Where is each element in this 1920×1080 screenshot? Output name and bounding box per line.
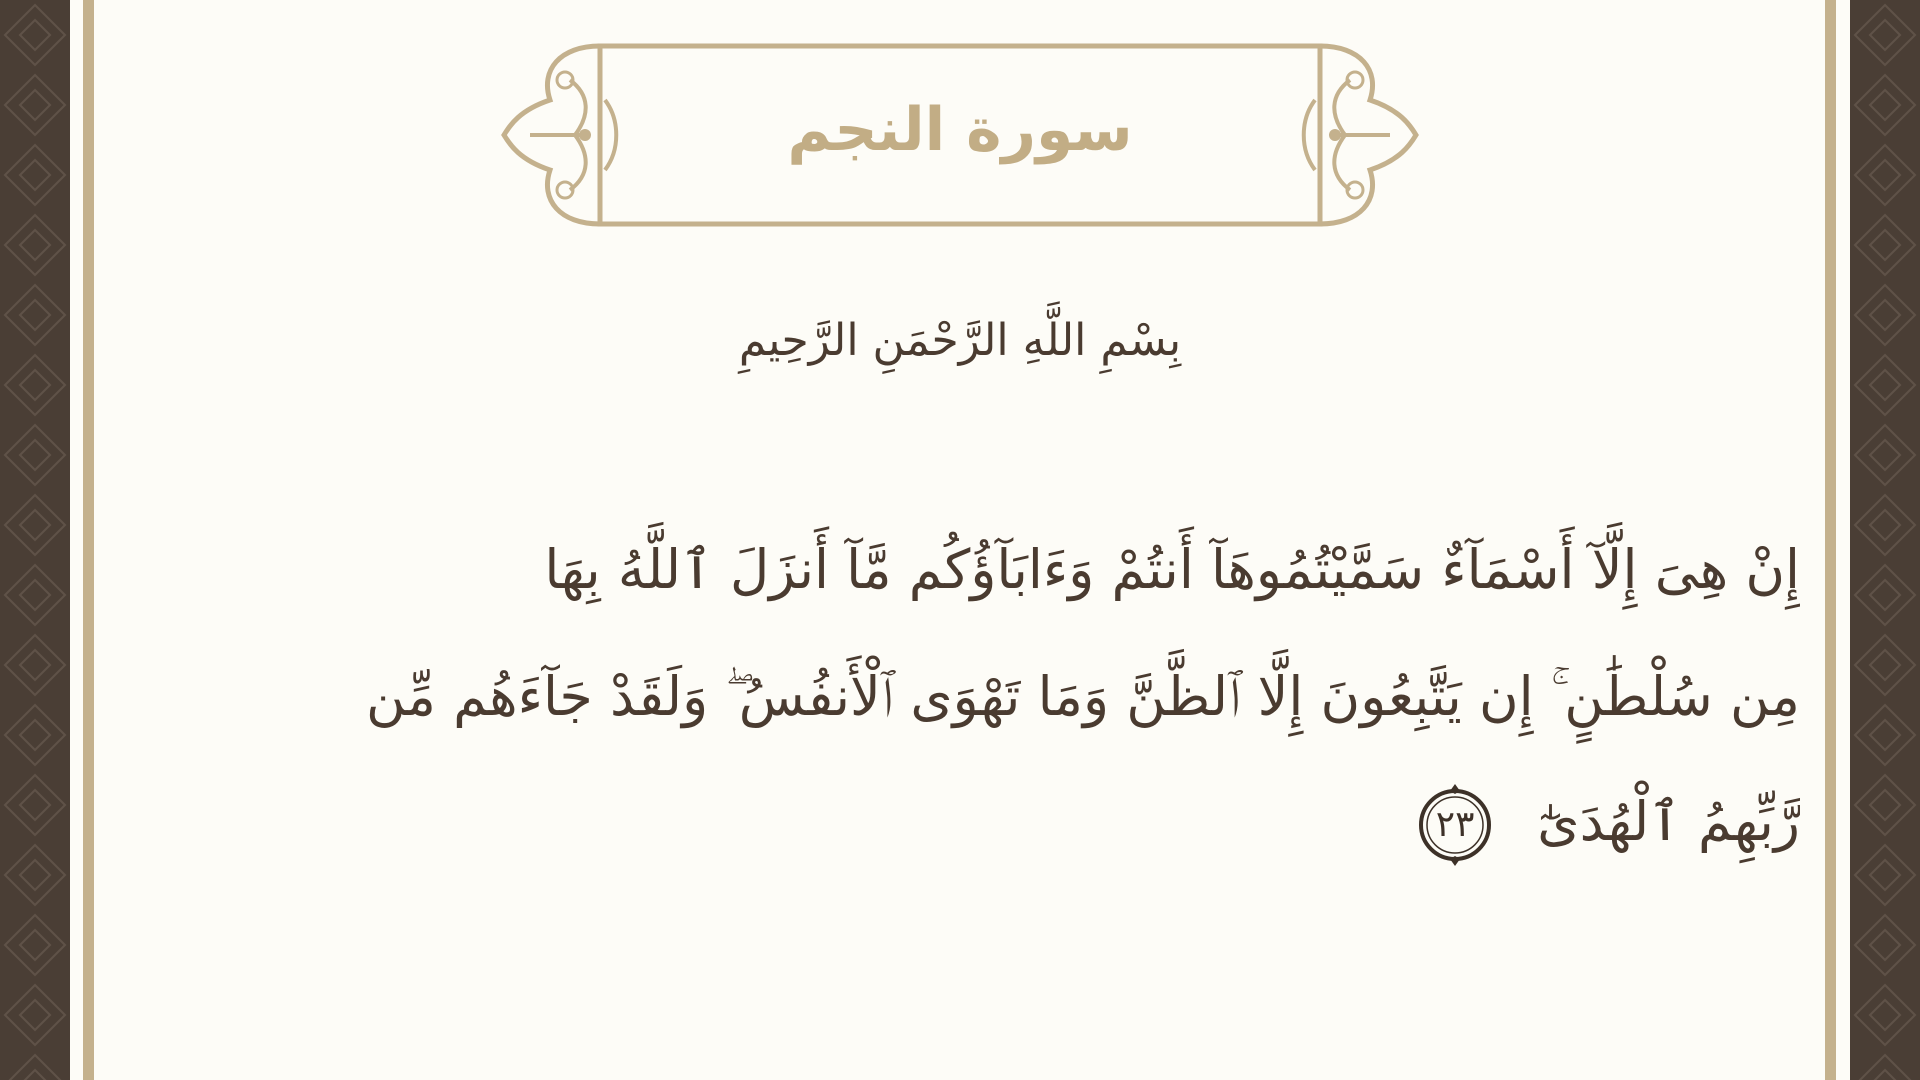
right-ornamental-border	[1850, 0, 1920, 1080]
left-ornamental-border	[0, 0, 70, 1080]
verse-line-1-text: إِنْ هِىَ إِلَّآ أَسْمَآءٌ سَمَّيْتُمُوهَآ أَنتُمْ وَءَابَآؤُكُم مَّآ أَنزَلَ ٱللَّهُ بِهَا	[544, 538, 1800, 601]
ayah-number: ٢٣	[1435, 804, 1475, 846]
verse-line-2-text: مِن سُلْطَٰنٍ ۚ إِن يَتَّبِعُونَ إِلَّا ٱلظَّنَّ وَمَا تَهْوَى ٱلْأَنفُسُ ۖ وَلَقَدْ جَآءَهُم مِّن	[365, 665, 1800, 728]
verse-line-3-text: رَّبِّهِمُ ٱلْهُدَىٰٓ	[1537, 790, 1800, 853]
verse-line-3	[140, 762, 1800, 882]
basmala-calligraphy: بِسْمِ اللَّهِ الرَّحْمَنِ الرَّحِيمِ	[738, 314, 1182, 366]
verse-line-2	[140, 637, 1800, 757]
ayah-end-marker	[1412, 782, 1498, 868]
left-gold-rule	[83, 0, 94, 1080]
verse-line-1	[140, 510, 1800, 630]
right-gold-rule	[1825, 0, 1836, 1080]
surah-title: سورة النجم	[787, 95, 1133, 165]
